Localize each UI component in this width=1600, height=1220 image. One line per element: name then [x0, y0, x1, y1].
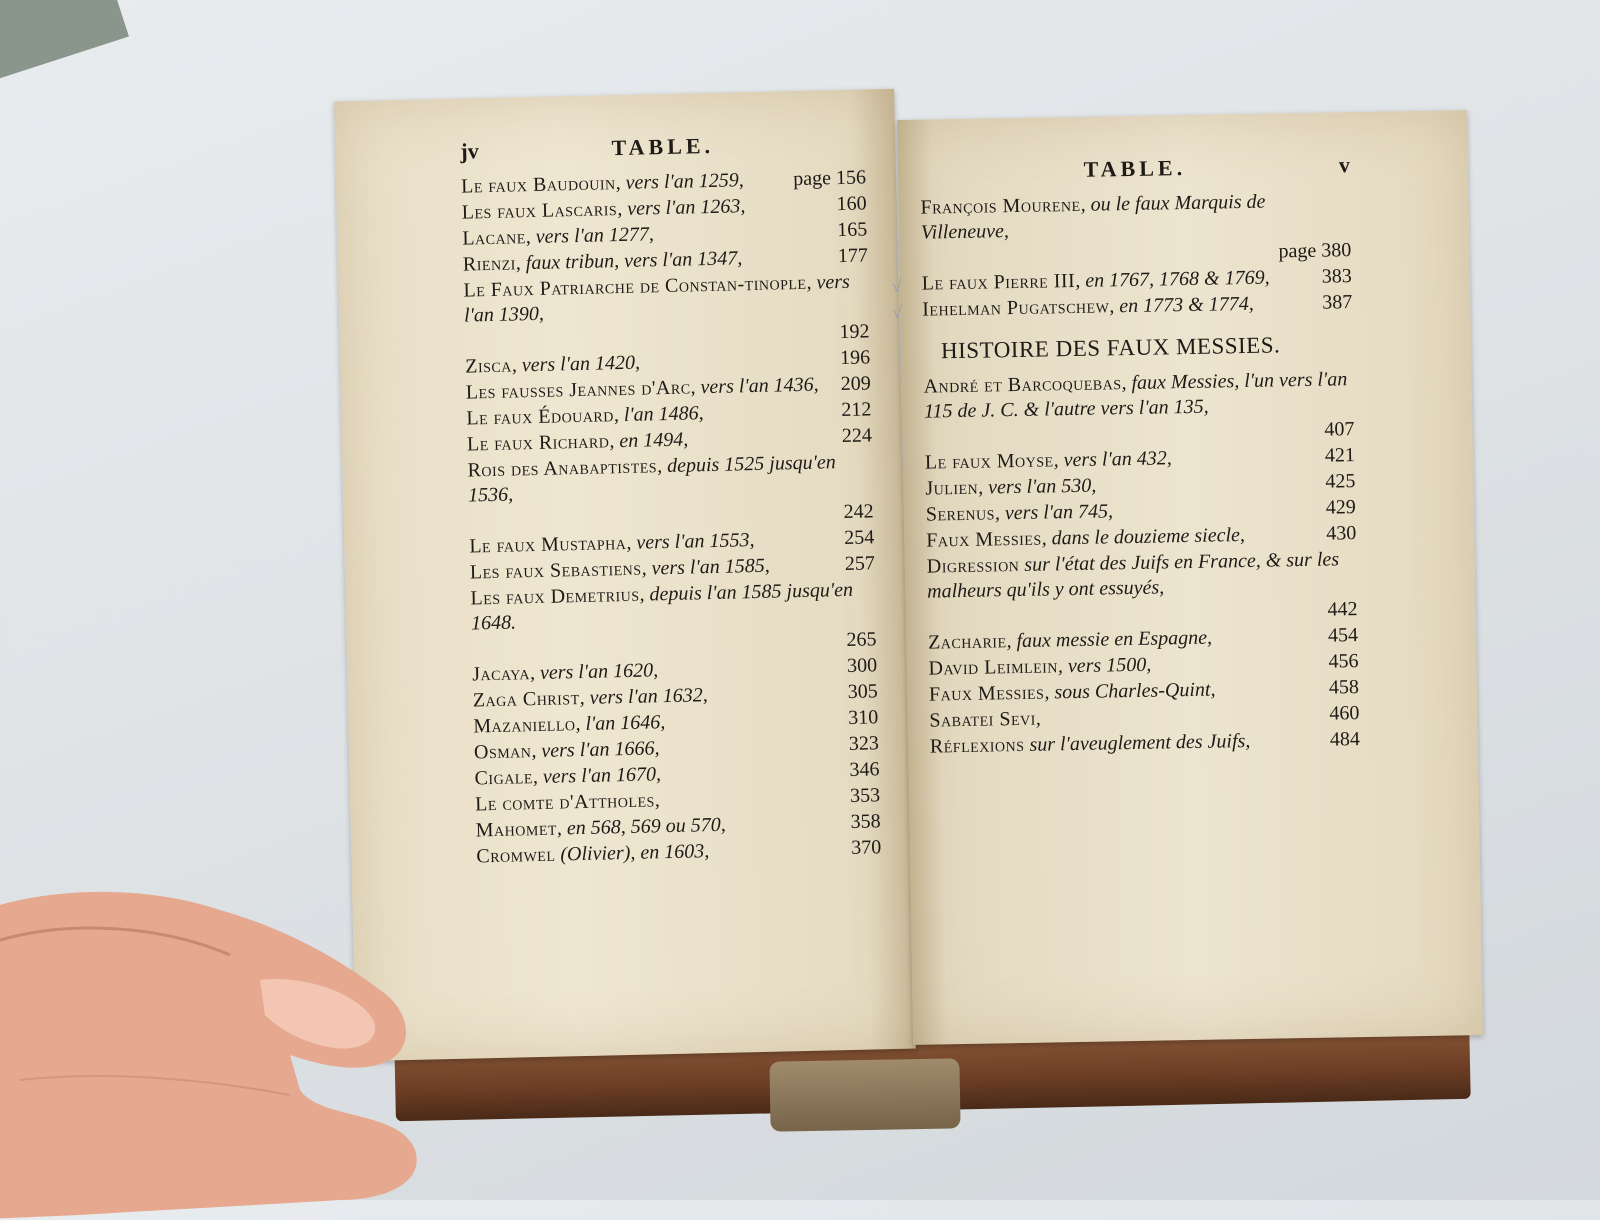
entry-detail: , vers l'an 1666,	[531, 737, 660, 763]
entry-name: Le faux Pierre III	[921, 269, 1076, 295]
check-mark-icon: √	[892, 301, 903, 323]
entry-page-number: 407	[1324, 418, 1355, 441]
entry-name: Rienzi	[462, 252, 517, 276]
entry-name: Le comte d'Attholes	[474, 789, 656, 816]
entry-page-number: 353	[849, 784, 881, 807]
entry-name: Le faux Édouard	[466, 404, 615, 430]
entry-detail: , vers l'an 1263,	[616, 195, 746, 221]
entry-name: André et Barcoquebas	[923, 372, 1122, 398]
entry-page-number: 242	[843, 500, 874, 524]
entry-page-number: page 380	[1278, 239, 1352, 263]
entry-name: Cromwel	[476, 843, 556, 868]
entry-detail: , faux Messies, l'un vers l'an 115 de J. C. & l'autre vers l'an 135,	[923, 368, 1348, 423]
toc-entry	[920, 188, 1352, 263]
toc-entry	[923, 367, 1355, 441]
entry-page-number: 323	[848, 732, 880, 755]
entry-name: Osman	[473, 740, 532, 764]
entry-detail: , sous Charles-Quint,	[1044, 678, 1216, 704]
entry-detail: , faux tribun, vers l'an 1347,	[515, 247, 743, 275]
entry-detail: , en 568, 569 ou 570,	[556, 813, 727, 840]
entry-detail: ,	[1035, 707, 1041, 730]
entry-page-number: 421	[1324, 444, 1356, 467]
entry-page-number: 484	[1329, 728, 1361, 751]
entry-name: Jacaya	[471, 662, 531, 686]
entry-name: Le faux Moyse	[924, 449, 1054, 474]
entry-detail: , vers l'an 1670,	[532, 763, 662, 789]
entry-page-number: 196	[839, 346, 871, 370]
entry-page-number: 425	[1325, 470, 1356, 493]
entry-name: Sabatei Sevi	[929, 707, 1036, 732]
entry-detail: , en 1494,	[609, 428, 689, 453]
toc-entry	[467, 449, 874, 524]
entry-detail: , vers l'an 1632,	[579, 684, 708, 710]
entry-detail: , vers l'an 1277,	[525, 223, 655, 249]
entry-name: Faux Messies	[926, 527, 1042, 552]
entry-detail: , en 1773 & 1774,	[1109, 292, 1254, 318]
entry-page-number: page 156	[793, 166, 867, 191]
entry-page-number: 456	[1328, 650, 1359, 673]
entry-name: Cigale	[474, 766, 534, 790]
entry-detail: , vers l'an 1620,	[529, 659, 659, 685]
entry-page-number: 387	[1322, 291, 1353, 314]
right-page-entries-top	[891, 188, 1353, 323]
entry-name: Réflexions	[929, 733, 1025, 758]
entry-page-number: 192	[839, 320, 870, 344]
entry-name: Rois des Anabaptistes	[467, 455, 658, 482]
entry-detail: , vers l'an 1390,	[463, 270, 851, 327]
entry-page-number: 257	[844, 552, 876, 576]
entry-detail: , vers l'an 1436,	[690, 373, 819, 399]
entry-page-number: 370	[851, 836, 882, 859]
entry-name: Le faux Mustapha	[469, 531, 627, 558]
entry-page-number: 224	[841, 424, 873, 448]
entry-detail: , l'an 1486,	[613, 402, 704, 427]
entry-name: Mahomet	[475, 817, 558, 842]
check-mark-icon: √	[891, 275, 902, 297]
toc-entry	[463, 269, 870, 344]
entry-page-number: 430	[1326, 522, 1357, 545]
hand-holding-book	[0, 880, 430, 1220]
entry-page-number: 265	[846, 628, 877, 651]
entry-page-number: 454	[1327, 624, 1359, 647]
entry-detail: , ou le faux Marquis de Villeneuve,	[920, 190, 1266, 244]
entry-page-number: 160	[836, 192, 867, 216]
entry-detail: (Olivier), en 1603,	[555, 840, 710, 866]
entry-page-number: 358	[850, 810, 881, 833]
entry-detail: , vers l'an 1585,	[641, 554, 770, 580]
entry-detail: , en 1767, 1768 & 1769,	[1075, 266, 1270, 292]
entry-name: Les faux Demetrius	[470, 583, 640, 610]
entry-page-number: 310	[848, 706, 879, 729]
entry-page-number: 383	[1321, 265, 1352, 288]
entry-name: Mazaniello	[473, 713, 576, 738]
entry-name: Digression	[926, 553, 1020, 578]
entry-detail: , vers l'an 432,	[1053, 447, 1172, 472]
left-page-title: TABLE.	[611, 132, 715, 161]
entry-detail: sur l'état des Juifs en France, & sur les malheurs qu'ils y ont essuyés,	[927, 548, 1340, 603]
entry-detail: , vers l'an 530,	[977, 474, 1097, 499]
entry-name: Zacharie	[927, 630, 1007, 654]
entry-name: Le faux Richard	[466, 430, 610, 456]
entry-page-number: 300	[846, 654, 878, 677]
entry-detail: , depuis 1525 jusqu'en 1536,	[467, 451, 836, 507]
entry-detail: , dans le douzieme siecle,	[1041, 524, 1246, 550]
entry-detail: , faux messie en Espagne,	[1006, 626, 1213, 653]
entry-detail: , l'an 1646,	[575, 711, 666, 736]
entry-page-number: 442	[1327, 598, 1358, 621]
right-page	[891, 110, 1483, 1045]
entry-name: Les faux Lascaris	[461, 198, 618, 224]
section-title: HISTOIRE DES FAUX MESSIES.	[940, 332, 1281, 364]
right-page-number: v	[1338, 152, 1351, 178]
entry-name: Zaga Christ	[472, 687, 580, 712]
entry-detail: , vers l'an 1259,	[615, 169, 744, 195]
entry-page-number: 460	[1329, 702, 1360, 725]
entry-detail: , vers 1500,	[1057, 653, 1152, 678]
entry-detail: sur l'aveuglement des Juifs,	[1024, 729, 1251, 756]
entry-detail: ,	[654, 789, 661, 812]
left-page-entries	[461, 165, 882, 869]
entry-page-number: 177	[837, 244, 869, 268]
entry-page-number: 305	[847, 680, 878, 703]
entry-page-number: 346	[849, 758, 880, 781]
entry-name: Zisca	[464, 354, 513, 378]
entry-page-number: 458	[1328, 676, 1360, 699]
entry-page-number: 165	[836, 218, 868, 242]
entry-page-number: 254	[843, 526, 875, 550]
entry-name: Les faux Sebastiens	[469, 557, 642, 584]
entry-page-number: 209	[840, 372, 871, 396]
entry-name: Le Faux Patriarche de Constan-tinople	[463, 271, 807, 302]
entry-name: Iehelman Pugatschew	[922, 295, 1110, 321]
entry-page-number: 429	[1325, 496, 1356, 519]
book-spine	[769, 1058, 960, 1131]
entry-detail: , vers l'an 1420,	[511, 351, 641, 377]
entry-name: Le faux Baudouin	[460, 172, 616, 198]
entry-name: Julien	[925, 476, 979, 500]
entry-detail: , vers l'an 1553,	[626, 529, 755, 554]
right-page-entries-bottom	[923, 367, 1360, 759]
toc-entry	[926, 547, 1358, 621]
background-corner-shadow	[0, 0, 129, 80]
entry-page-number: 212	[841, 398, 872, 422]
left-page-number: jv	[460, 138, 479, 164]
entry-name: François Mourene	[920, 193, 1081, 219]
entry-name: Lacane	[462, 226, 526, 250]
entry-name: Faux Messies	[928, 681, 1045, 706]
entry-name: Serenus	[925, 502, 996, 526]
entry-detail: , vers l'an 745,	[994, 500, 1114, 525]
entry-detail: , depuis l'an 1585 jusqu'en 1648.	[470, 578, 854, 635]
entry-name: Les fausses Jeannes d'Arc	[465, 376, 691, 404]
right-page-title: TABLE.	[1083, 155, 1187, 182]
toc-entry	[470, 577, 877, 651]
entry-name: David Leimlein	[928, 655, 1059, 680]
